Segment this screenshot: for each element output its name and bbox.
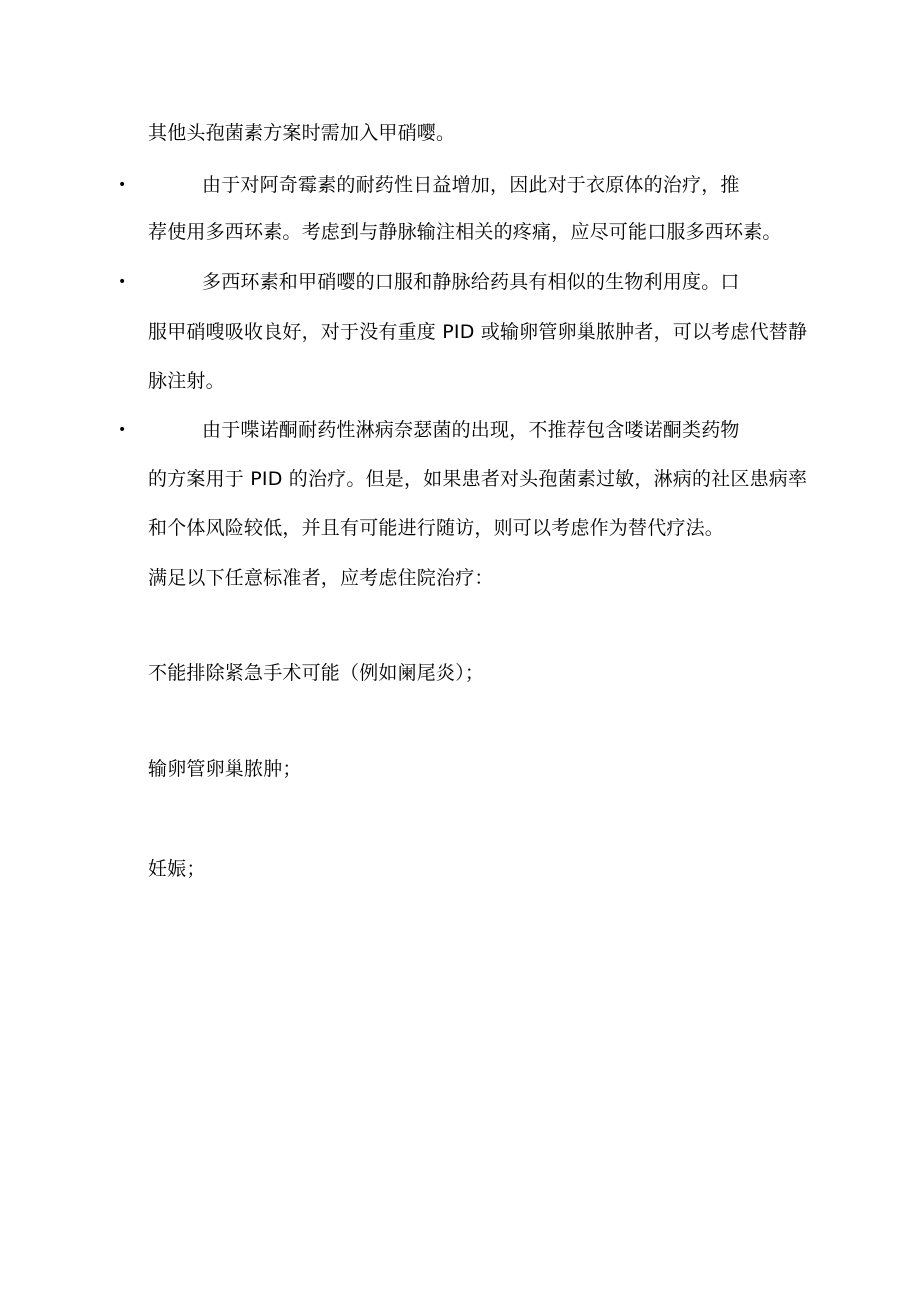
- criteria-item: 不能排除紧急手术可能（例如阑尾炎）；: [148, 662, 485, 684]
- text-line: 服甲硝嗖吸收良好，对于没有重度 PID 或输卵管卵巢脓肿者，可以考虑代替静: [148, 321, 808, 343]
- text-line: 由于喋诺酮耐药性淋病奈瑟菌的出现，不推荐包含喽诺酮类药物: [202, 419, 740, 441]
- text-line: 多西环素和甲硝嘤的口服和静脉给药具有相似的生物利用度。口: [202, 271, 740, 293]
- bullet-icon: •: [118, 422, 127, 438]
- text-line: 和个体风险较低，并且有可能进行随访，则可以考虑作为替代疗法。: [148, 517, 725, 539]
- bullet-icon: •: [118, 274, 127, 290]
- criteria-item: 输卵管卵巢脓肿；: [148, 758, 302, 780]
- text-line: 由于对阿奇霉素的耐药性日益增加，因此对于衣原体的治疗，推: [202, 174, 740, 196]
- text-line: 脉注射。: [148, 370, 225, 392]
- text-line: 其他头孢菌素方案时需加入甲硝嘤。: [148, 122, 456, 144]
- text-line: 满足以下任意标准者，应考虑住院治疗：: [148, 567, 494, 589]
- text-line: 的方案用于 PID 的治疗。但是，如果患者对头孢菌素过敏，淋病的社区患病率: [148, 468, 808, 490]
- criteria-item: 妊娠；: [148, 858, 206, 880]
- bullet-icon: •: [118, 177, 127, 193]
- text-line: 荐使用多西环素。考虑到与静脉输注相关的疼痛，应尽可能口服多西环素。: [148, 221, 782, 243]
